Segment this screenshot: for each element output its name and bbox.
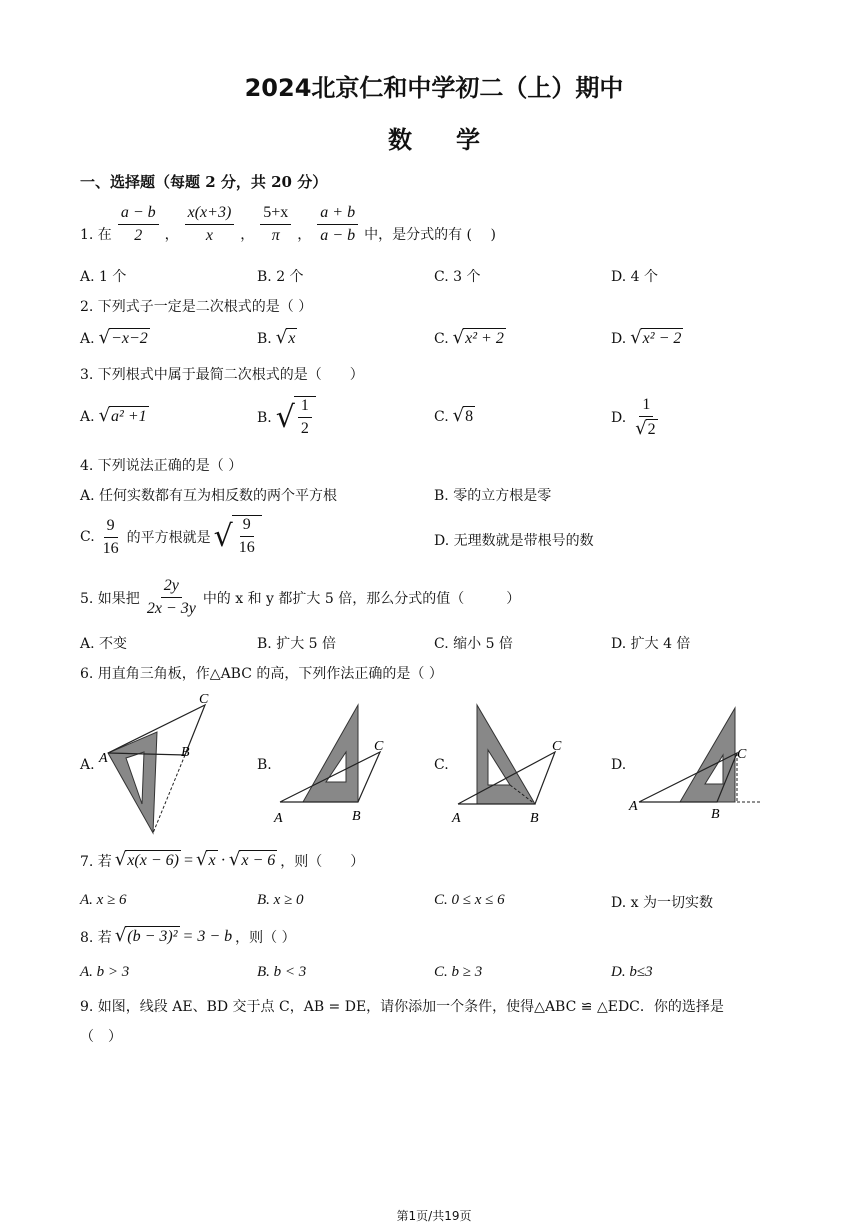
q7-prefix: 7. 若 bbox=[80, 853, 112, 870]
q1-fraction-1: $\frac{a - b}{2}$ bbox=[118, 204, 159, 245]
q1-fraction-4: $\frac{a + b}{a - b}$ bbox=[317, 204, 358, 245]
separator: ， bbox=[164, 226, 179, 243]
option-label: B. bbox=[257, 330, 272, 347]
q1-suffix: 中，是分式的有 ( ) bbox=[364, 226, 496, 243]
q6-figure-d bbox=[625, 700, 765, 830]
option-label: D. bbox=[611, 330, 627, 347]
svg-text:C: C bbox=[737, 747, 747, 762]
q4-option-a[interactable]: A. 任何实数都有互为相反数的两个平方根 bbox=[80, 488, 338, 504]
q8-option-a[interactable]: A. b > 3 bbox=[80, 964, 130, 980]
radical: √ $\frac{9}{16}$ bbox=[214, 515, 262, 559]
q7-option-b[interactable]: B. x ≥ 0 bbox=[257, 892, 304, 908]
radical: √ $\frac{1}{2}$ bbox=[276, 396, 316, 440]
q6-option-d[interactable]: D. bbox=[611, 757, 627, 773]
q5-prefix: 5. 如果把 bbox=[80, 590, 140, 607]
question-2: 2. 下列式子一定是二次根式的是（ ） bbox=[80, 299, 313, 315]
equals-sign: = bbox=[183, 851, 193, 869]
q8-suffix: ，则（ ） bbox=[235, 929, 296, 946]
q2-option-b[interactable] bbox=[257, 328, 297, 349]
fraction: $\frac{2y}{2x - 3y}$ bbox=[146, 577, 196, 617]
q4-option-d[interactable]: D. 无理数就是带根号的数 bbox=[434, 533, 594, 549]
q1-option-a[interactable]: A. 1 个 bbox=[80, 269, 127, 285]
q8-prefix: 8. 若 bbox=[80, 929, 112, 946]
q7-option-c[interactable]: C. 0 ≤ x ≤ 6 bbox=[434, 892, 505, 908]
question-1 bbox=[80, 204, 496, 245]
option-label: C. bbox=[434, 408, 449, 425]
option-label: A. bbox=[80, 408, 95, 425]
question-9: 9. 如图，线段 AE、BD 交于点 C，AB = DE，请你添加一个条件，使得△ABC ≌ △EDC．你的选择是 bbox=[80, 999, 724, 1015]
radical: √ −x−2 bbox=[98, 327, 148, 348]
q8-option-c[interactable]: C. b ≥ 3 bbox=[434, 964, 483, 980]
q5-option-a[interactable]: A. 不变 bbox=[80, 636, 128, 652]
radical: √ x(x − 6) bbox=[114, 849, 179, 870]
question-5 bbox=[80, 577, 520, 618]
radical: √ (b − 3)² bbox=[114, 925, 178, 946]
svg-text:B: B bbox=[711, 807, 720, 822]
fraction: $\frac{9}{16}$ bbox=[102, 516, 119, 557]
svg-text:A: A bbox=[452, 811, 461, 826]
question-6: 6. 用直角三角板，作△ABC 的高，下列作法正确的是（ ） bbox=[80, 666, 443, 682]
q1-option-c[interactable]: C. 3 个 bbox=[434, 269, 481, 285]
svg-text:A: A bbox=[629, 799, 638, 814]
option-label: C. bbox=[80, 529, 95, 545]
q8-option-b[interactable]: B. b < 3 bbox=[257, 964, 307, 980]
q6-option-b[interactable]: B. bbox=[257, 757, 272, 773]
radical: √ 8 bbox=[452, 405, 474, 426]
radical: √ x² − 2 bbox=[630, 327, 682, 348]
q4-option-c[interactable] bbox=[80, 515, 262, 559]
q6-figure-c bbox=[450, 700, 580, 830]
svg-text:B: B bbox=[181, 745, 190, 760]
dot-operator: · bbox=[220, 851, 226, 869]
q3-option-a[interactable] bbox=[80, 406, 149, 427]
question-9-answer-blank: （ ） bbox=[80, 1029, 122, 1045]
question-7 bbox=[80, 850, 364, 871]
svg-text:A: A bbox=[274, 811, 283, 826]
section-heading: 一、选择题（每题 2 分，共 20 分） bbox=[80, 173, 328, 191]
q5-suffix: 中的 x 和 y 都扩大 5 倍，那么分式的值（ ） bbox=[202, 590, 521, 607]
question-8 bbox=[80, 926, 296, 947]
svg-text:B: B bbox=[352, 809, 361, 824]
radical: √ x² + 2 bbox=[452, 327, 504, 348]
option-label: B. bbox=[257, 410, 272, 426]
q1-option-b[interactable]: B. 2 个 bbox=[257, 269, 304, 285]
q6-figure-b bbox=[270, 700, 400, 830]
q1-fraction-2: $\frac{x(x+3)}{x}$ bbox=[185, 204, 235, 245]
radical: √ a² +1 bbox=[98, 405, 147, 426]
separator: ， bbox=[240, 226, 255, 243]
svg-text:C: C bbox=[374, 739, 384, 754]
option-text: 的平方根就是 bbox=[126, 530, 211, 546]
q3-option-b[interactable] bbox=[257, 396, 316, 440]
radical: √ x bbox=[275, 327, 296, 348]
q6-figure-a bbox=[95, 690, 225, 840]
q5-option-b[interactable]: B. 扩大 5 倍 bbox=[257, 636, 336, 652]
subject-title: 数学 bbox=[388, 126, 524, 154]
radical: √ x − 6 bbox=[228, 849, 276, 870]
q4-option-b[interactable]: B. 零的立方根是零 bbox=[434, 488, 552, 504]
q3-option-c[interactable] bbox=[434, 406, 475, 427]
q2-option-d[interactable] bbox=[611, 328, 683, 349]
page-title: 2024北京仁和中学初二（上）期中 bbox=[244, 74, 624, 102]
q6-option-c[interactable]: C. bbox=[434, 757, 449, 773]
question-4: 4. 下列说法正确的是（ ） bbox=[80, 458, 243, 474]
q1-prefix: 1. 在 bbox=[80, 226, 112, 243]
q7-option-d[interactable]: D. x 为一切实数 bbox=[611, 895, 713, 911]
separator: ， bbox=[297, 226, 312, 243]
radical: √ x bbox=[195, 849, 216, 870]
svg-text:B: B bbox=[530, 811, 539, 826]
q3-option-d[interactable] bbox=[611, 396, 663, 440]
q5-option-d[interactable]: D. 扩大 4 倍 bbox=[611, 636, 691, 652]
q1-option-d[interactable]: D. 4 个 bbox=[611, 269, 658, 285]
q6-option-a[interactable]: A. bbox=[80, 757, 95, 773]
fraction: 1 √ 2 bbox=[635, 396, 656, 439]
q2-option-a[interactable] bbox=[80, 328, 150, 349]
q8-option-d[interactable]: D. b≤3 bbox=[611, 964, 653, 980]
option-label: C. bbox=[434, 330, 449, 347]
q1-fraction-3: $\frac{5+x}{\pi}$ bbox=[260, 204, 291, 245]
svg-text:A: A bbox=[99, 751, 108, 766]
q8-rhs: = 3 − b bbox=[182, 927, 233, 945]
question-3: 3. 下列根式中属于最简二次根式的是（ ） bbox=[80, 367, 364, 383]
option-label: D. bbox=[611, 410, 627, 426]
q2-option-c[interactable] bbox=[434, 328, 506, 349]
q5-option-c[interactable]: C. 缩小 5 倍 bbox=[434, 636, 513, 652]
q7-option-a[interactable]: A. x ≥ 6 bbox=[80, 892, 127, 908]
q7-suffix: ，则（ ） bbox=[280, 853, 365, 870]
page-number: 第1页/共19页 bbox=[396, 1209, 472, 1223]
svg-text:C: C bbox=[199, 692, 209, 707]
option-label: A. bbox=[80, 330, 95, 347]
svg-text:C: C bbox=[552, 739, 562, 754]
